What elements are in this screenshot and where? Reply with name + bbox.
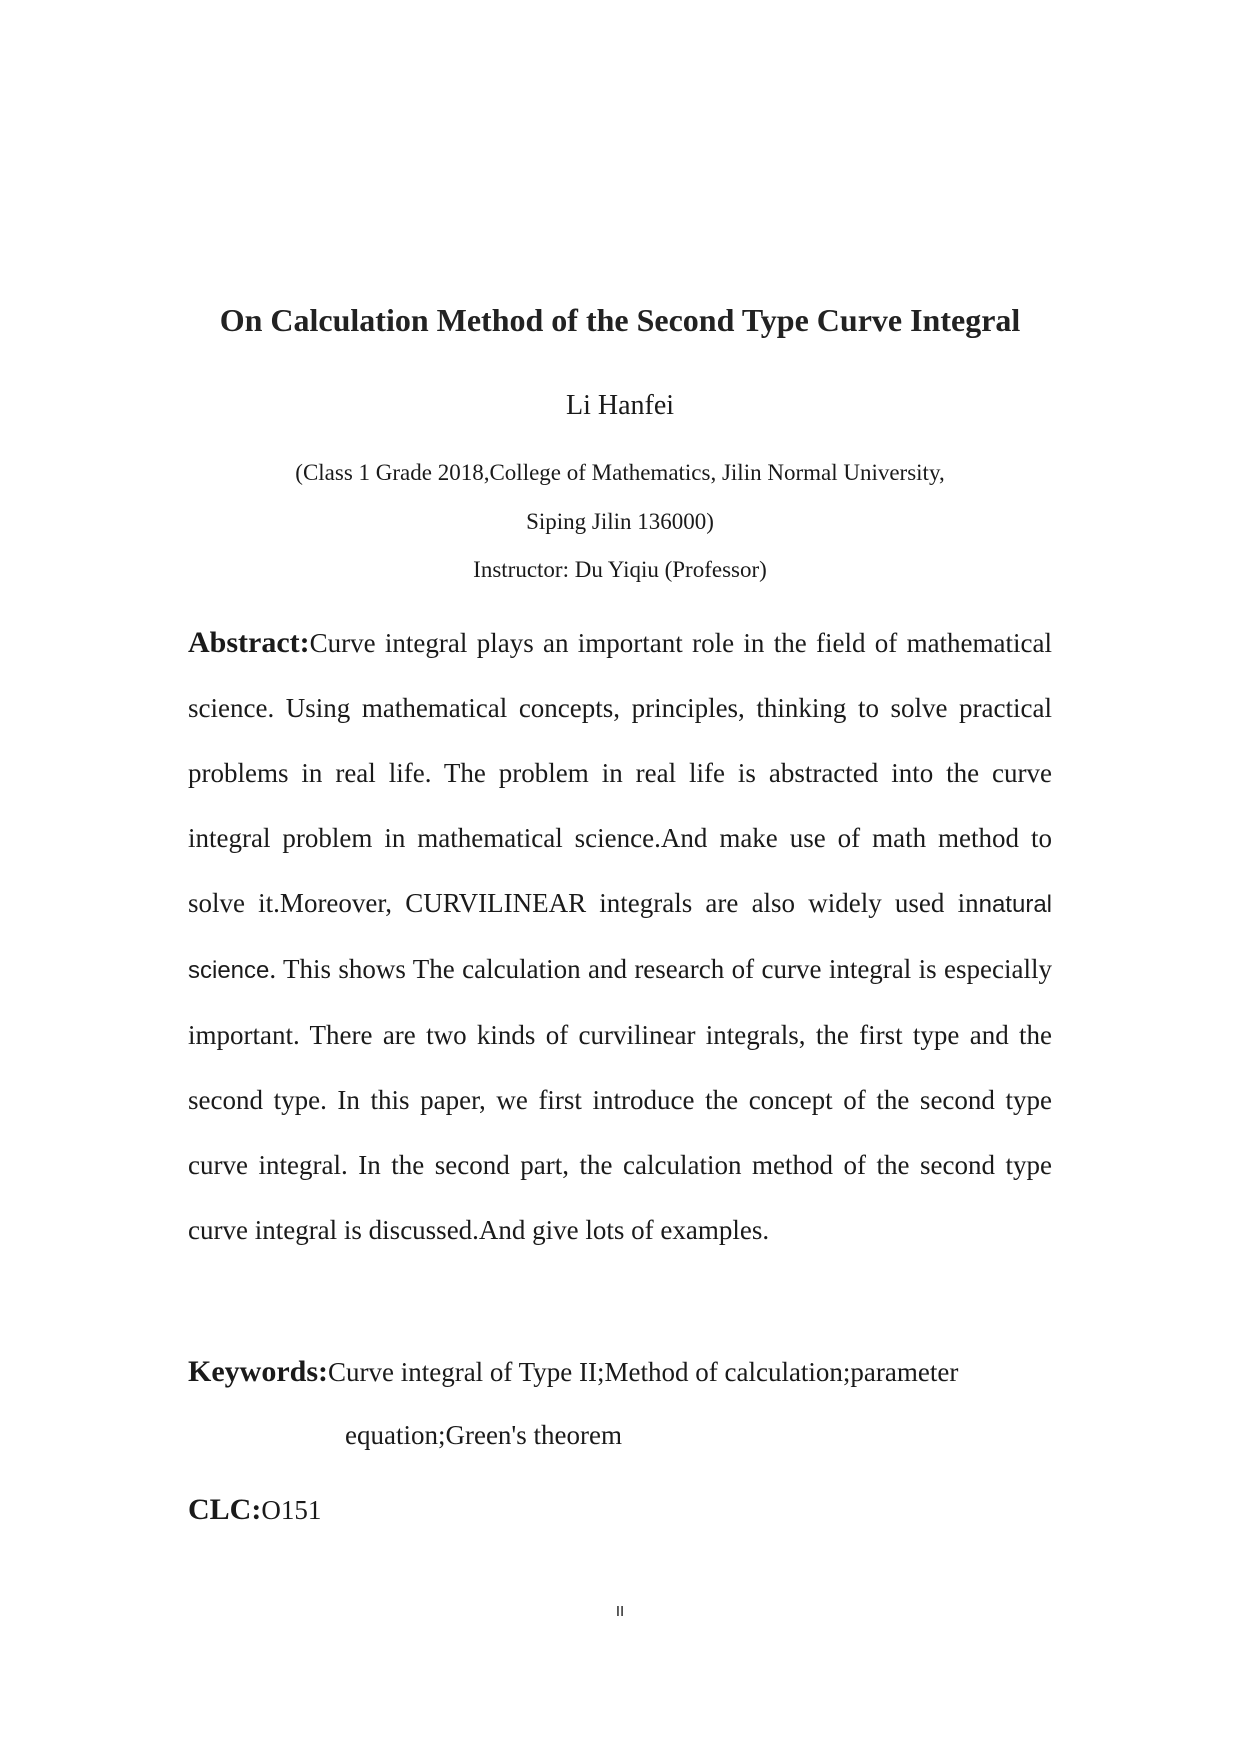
affiliation-line-1: (Class 1 Grade 2018,College of Mathematics, Jilin Normal University,: [295, 460, 945, 485]
abstract-text-part1: Curve integral plays an important role in the field of mathematical science. Using mathematical concepts, principles, thinking to solve practical problems in real life. The problem in real life is abstracted into the curve integral problem in mathematical science.And make use of math method to solve it.Moreover, CURVILINEAR integrals are also widely used in: [188, 628, 1052, 918]
paper-title: On Calculation Method of the Second Type Curve Integral: [219, 302, 1021, 338]
abstract-text-sans: natural science: [188, 891, 1052, 984]
keywords-label: Keywords:: [188, 1355, 328, 1388]
clc-label: CLC:: [188, 1493, 262, 1526]
abstract-text-part2: . This shows The calculation and research of curve integral is especially important. There are two kinds of curvilinear integrals, the first type and the second type. In this paper, we first introduce the concept of the second type curve integral. In the second part, the calculation method of the second type curve integral is discussed.And give lots of examples.: [188, 954, 1052, 1245]
keywords-line-2: equation;Green's theorem: [345, 1420, 623, 1450]
abstract-paragraph: [188, 610, 1052, 1263]
keywords-row-1: [188, 1340, 1052, 1404]
affiliation-line-2: Siping Jilin 136000): [526, 509, 714, 534]
author-name: Li Hanfei: [565, 390, 675, 421]
keywords-line-1: Curve integral of Type II;Method of calculation;parameter: [327, 1357, 959, 1387]
instructor-line: Instructor: Du Yiqiu (Professor): [473, 557, 767, 582]
clc-value: O151: [261, 1495, 322, 1525]
clc-block: [188, 1490, 321, 1530]
keywords-block: [188, 1340, 1052, 1467]
page-number: II: [615, 1603, 625, 1620]
abstract-label: Abstract:: [188, 626, 310, 659]
